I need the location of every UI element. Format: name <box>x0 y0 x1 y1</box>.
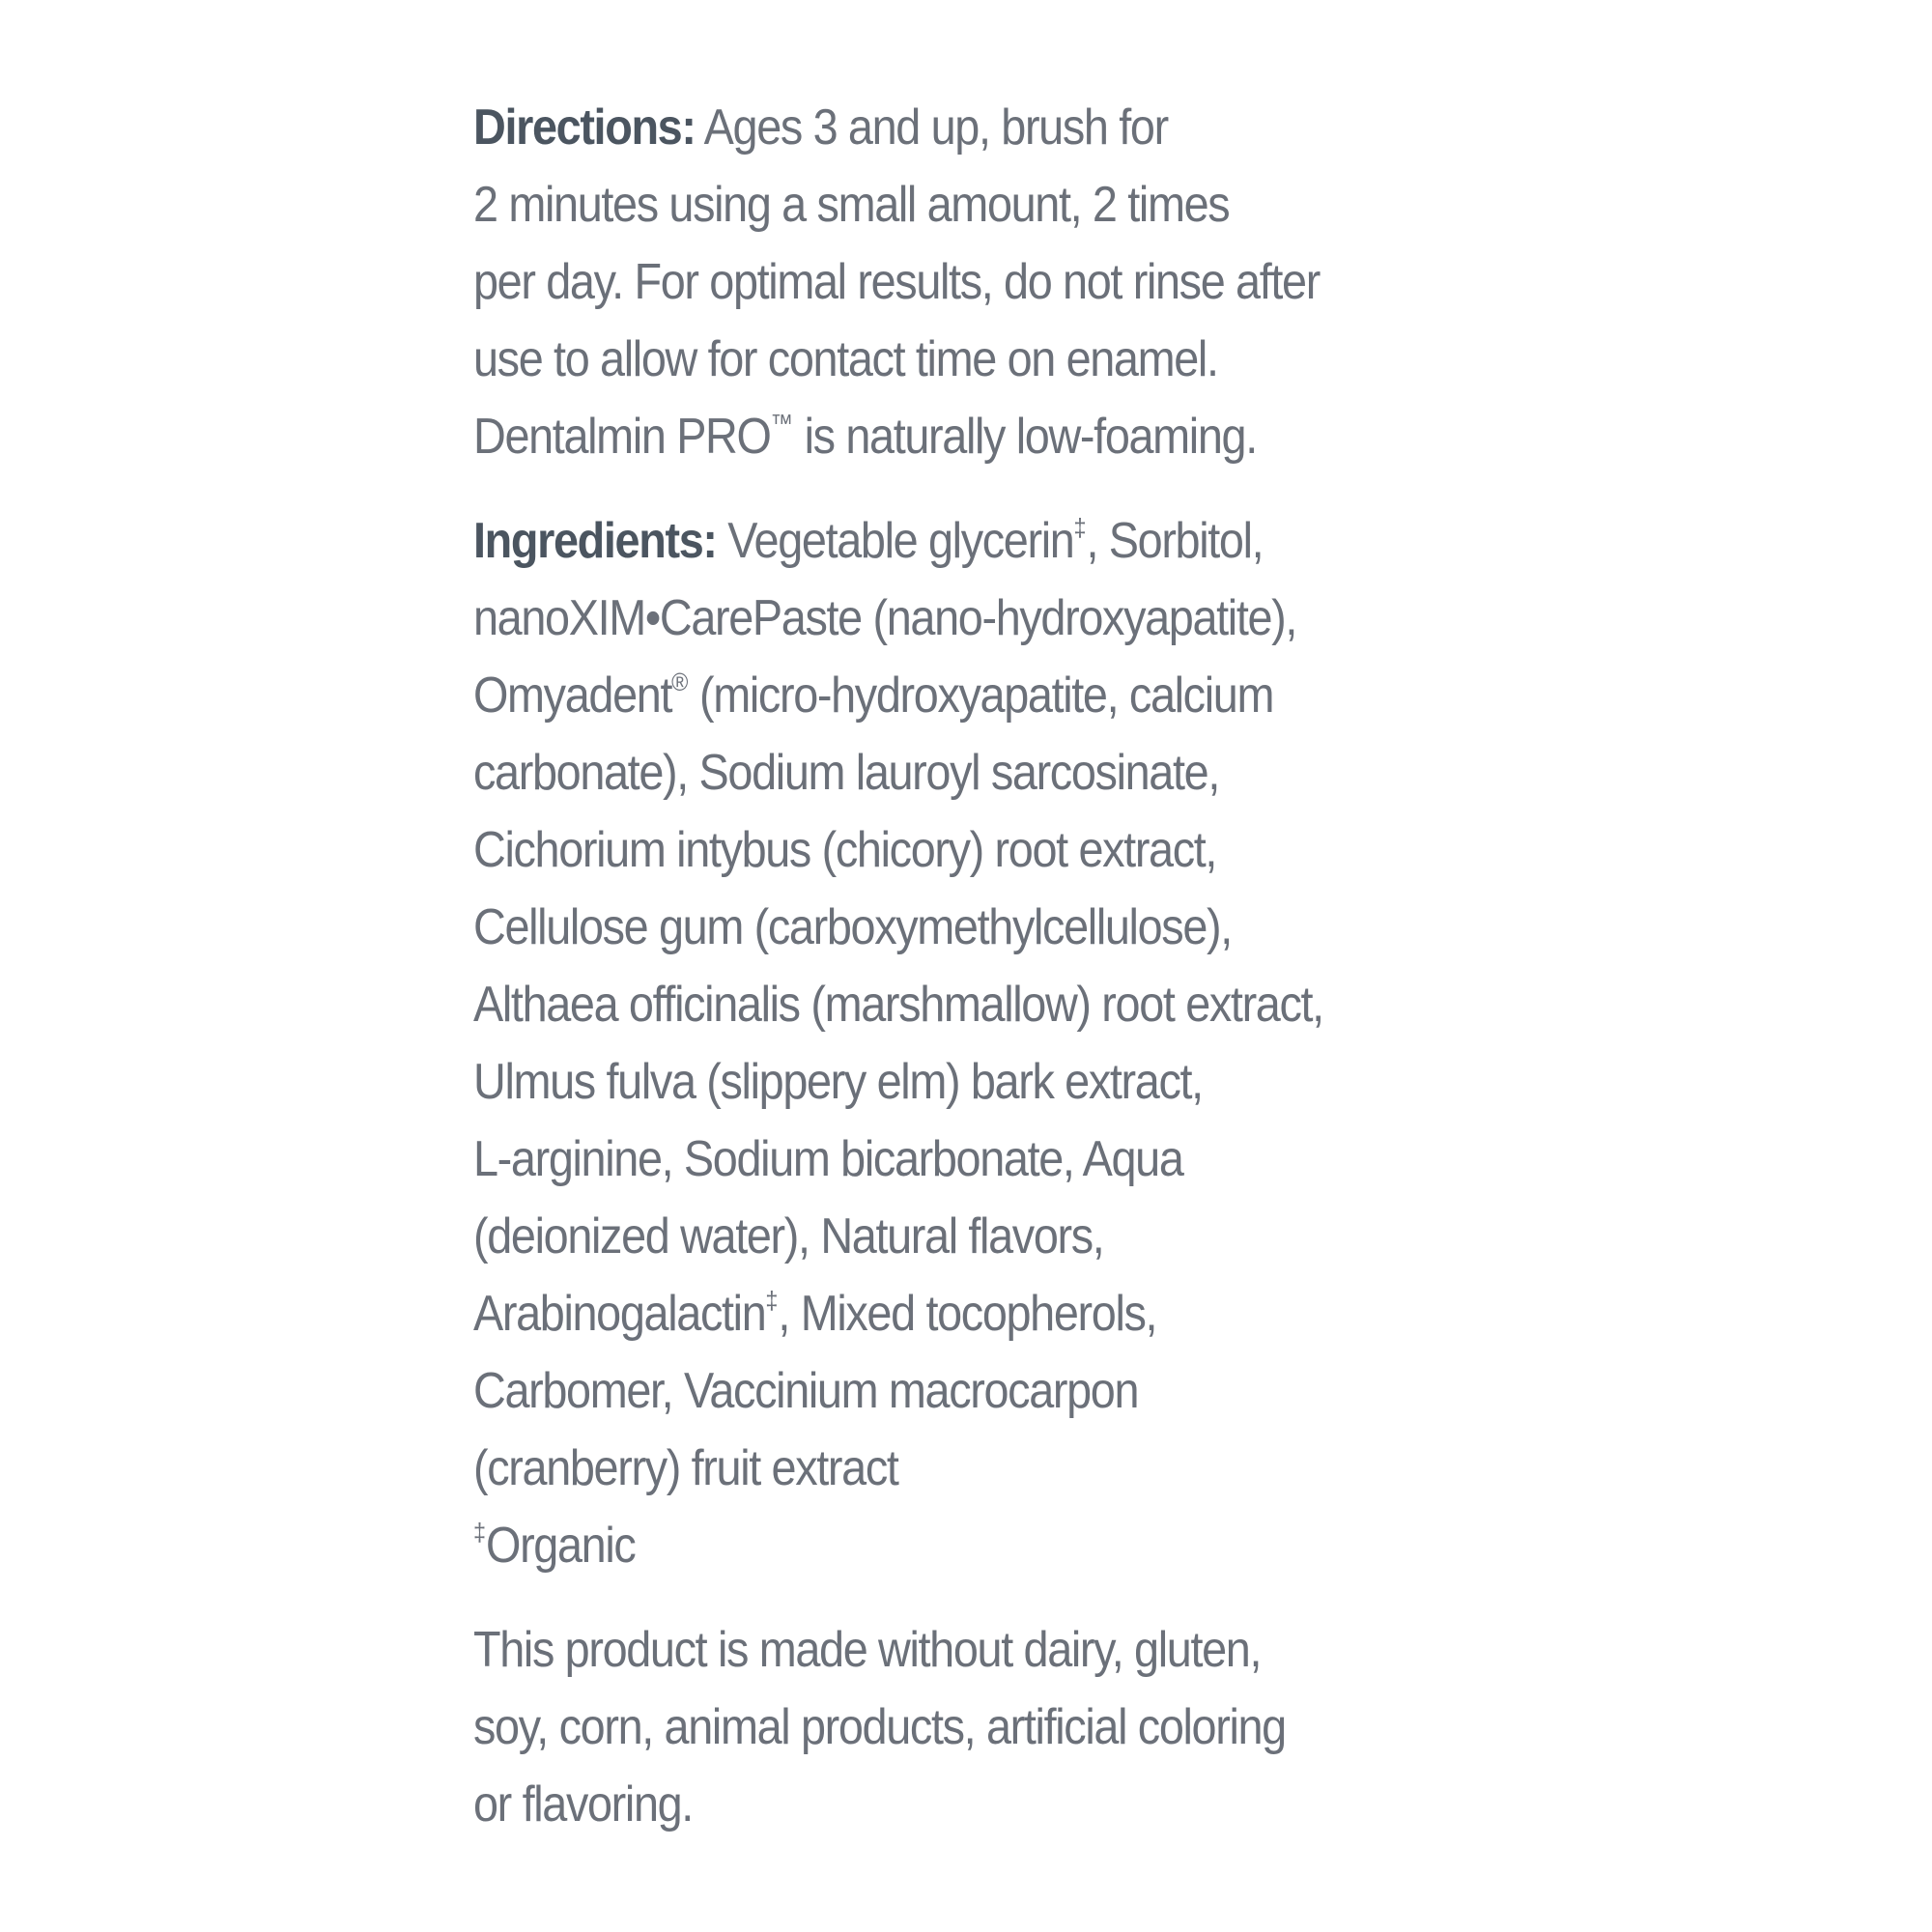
product-label-text <box>473 89 1395 1843</box>
statement-line-2: soy, corn, animal products, artificial coloring <box>473 1699 1286 1755</box>
ingredients-line-4: carbonate), Sodium lauroyl sarcosinate, <box>473 745 1219 801</box>
directions-section <box>473 89 1395 475</box>
ingredient-omyadent: Omyadent <box>473 668 672 724</box>
ingredients-line-7: Althaea officinalis (marshmallow) root extract, <box>473 977 1323 1033</box>
organic-footnote-mark: ‡ <box>473 1518 487 1547</box>
ingredient-omyadent-detail: (micro-hydroxyapatite, calcium <box>688 668 1274 724</box>
ingredients-line-5: Cichorium intybus (chicory) root extract, <box>473 822 1217 878</box>
ingredients-line-10: (deionized water), Natural flavors, <box>473 1208 1104 1264</box>
ingredients-line-11 <box>473 1275 1395 1352</box>
ingredient-sorbitol: , Sorbitol, <box>1086 513 1264 569</box>
organic-mark: ‡ <box>765 1286 779 1315</box>
directions-text: Ages 3 and up, brush for <box>695 99 1168 156</box>
directions-line-5 <box>473 398 1395 475</box>
ingredients-line-13: (cranberry) fruit extract <box>473 1440 898 1496</box>
statement-line-1: This product is made without dairy, gluten, <box>473 1622 1262 1678</box>
organic-mark: ‡ <box>1073 513 1087 542</box>
ingredients-line-9: L-arginine, Sodium bicarbonate, Aqua <box>473 1131 1183 1187</box>
trademark-symbol: ™ <box>770 409 793 438</box>
ingredients-line-3 <box>473 657 1395 734</box>
ingredient-tocopherols: , Mixed tocopherols, <box>778 1286 1157 1342</box>
ingredient-arabinogalactin: Arabinogalactin <box>473 1286 766 1342</box>
organic-footnote <box>473 1507 1395 1584</box>
ingredients-line-2: nanoXIM•CarePaste (nano-hydroxyapatite), <box>473 590 1297 646</box>
directions-heading: Directions: <box>473 99 696 156</box>
directions-line-3: per day. For optimal results, do not rinse after <box>473 254 1320 310</box>
directions-line-4: use to allow for contact time on enamel. <box>473 331 1218 387</box>
directions-line-1 <box>473 89 1395 166</box>
ingredient-glycerin: Vegetable glycerin <box>716 513 1074 569</box>
allergen-statement <box>473 1611 1395 1843</box>
brand-name: Dentalmin PRO <box>473 409 771 465</box>
ingredients-heading: Ingredients: <box>473 513 717 569</box>
statement-line-3: or flavoring. <box>473 1776 693 1833</box>
organic-footnote-text: Organic <box>486 1518 636 1574</box>
foaming-note: is naturally low-foaming. <box>792 409 1257 465</box>
directions-line-2: 2 minutes using a small amount, 2 times <box>473 177 1230 233</box>
ingredients-line-6: Cellulose gum (carboxymethylcellulose), <box>473 899 1232 955</box>
ingredients-line-12: Carbomer, Vaccinium macrocarpon <box>473 1363 1139 1419</box>
ingredients-line-8: Ulmus fulva (slippery elm) bark extract, <box>473 1054 1203 1110</box>
ingredients-line-1 <box>473 502 1395 580</box>
ingredients-section <box>473 502 1395 1584</box>
registered-mark: ® <box>671 668 689 696</box>
